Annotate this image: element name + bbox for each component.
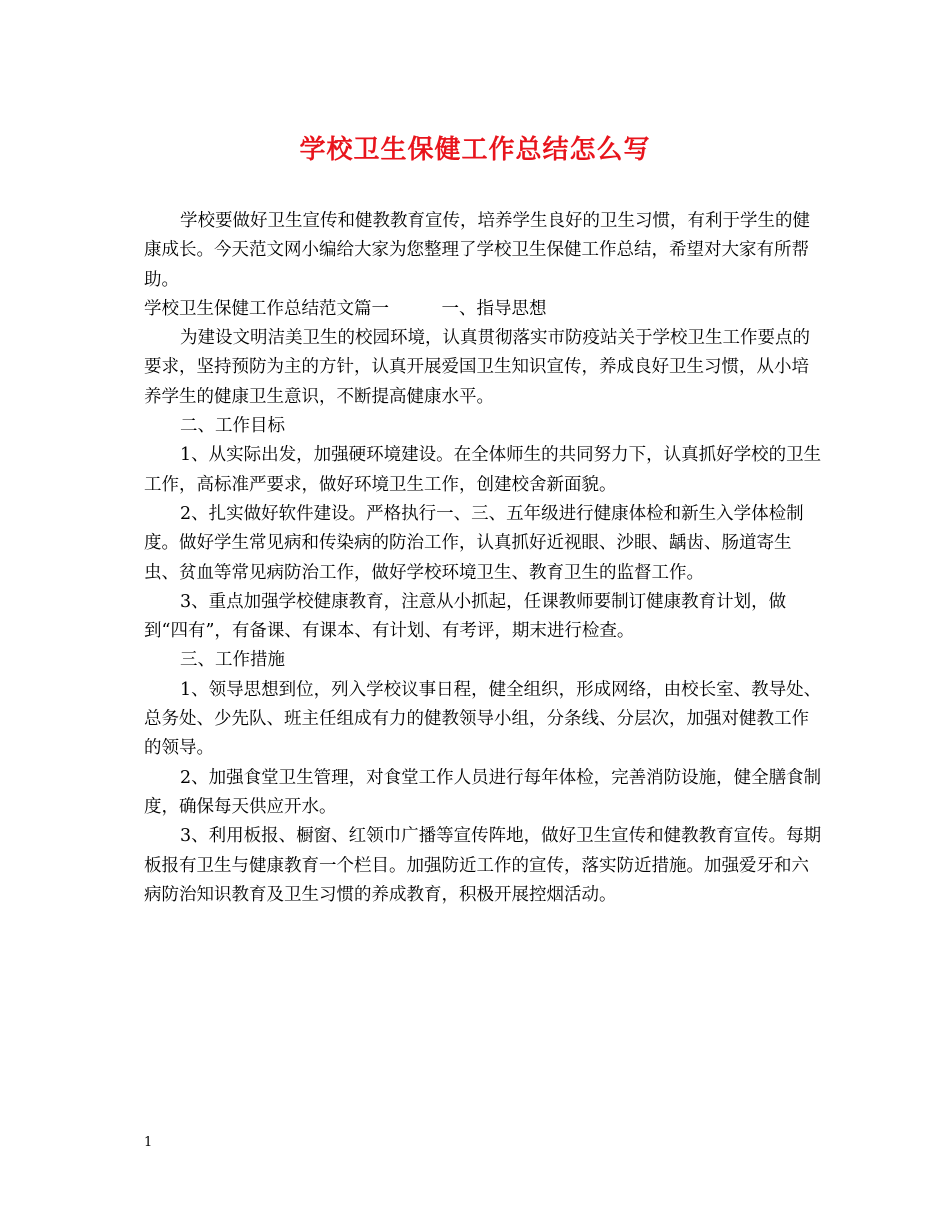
paragraph-section-heading: 学校卫生保健工作总结范文篇一 一、指导思想 (144, 298, 547, 319)
paragraph-measures-heading: 三、工作措施 (180, 650, 285, 671)
paragraph-goal-2: 2、扎实做好软件建设。严格执行一、三、五年级进行健康体检和新生入学体检制度。做好学生常见病和传染病的防治工作，认真抓好近视眼、沙眼、龋齿、肠道寄生虫、贫血等常见病防治工作，做好学校环境卫生、教育卫生的监督工作。 (144, 503, 804, 583)
paragraph-measure-3: 3、利用板报、橱窗、红领巾广播等宣传阵地，做好卫生宣传和健教教育宣传。每期板报有卫生与健康教育一个栏目。加强防近工作的宣传，落实防近措施。加强爱牙和六病防治知识教育及卫生习惯的养成教育，积极开展控烟活动。 (144, 826, 822, 905)
document-body (144, 207, 824, 910)
paragraph-goal-3: 3、重点加强学校健康教育，注意从小抓起，任课教师要制订健康教育计划，做到“四有”，有备课、有课本、有计划、有考评，期末进行检查。 (144, 591, 787, 642)
paragraph-work-goals-heading: 二、工作目标 (180, 416, 285, 437)
paragraph-measure-2: 2、加强食堂卫生管理，对食堂工作人员进行每年体检，完善消防设施，健全膳食制度，确保每天供应开水。 (144, 767, 822, 817)
page-number: 1 (144, 1135, 153, 1150)
paragraph-measure-1: 1、领导思想到位，列入学校议事日程，健全组织，形成网络，由校长室、教导处、总务处、少先队、班主任组成有力的健教领导小组，分条线、分层次，加强对健教工作的领导。 (144, 679, 822, 759)
paragraph-guiding-thought: 为建设文明洁美卫生的校园环境，认真贯彻落实市防疫站关于学校卫生工作要点的要求，坚持预防为主的方针，认真开展爱国卫生知识宣传，养成良好卫生习惯，从小培养学生的健康卫生意识，不断提高健康水平。 (144, 328, 810, 407)
paragraph-goal-1: 1、从实际出发，加强硬环境建设。在全体师生的共同努力下，认真抓好学校的卫生工作，高标准严要求，做好环境卫生工作，创建校舍新面貌。 (144, 445, 822, 495)
document-title: 学校卫生保健工作总结怎么写 (299, 135, 651, 165)
paragraph-intro: 学校要做好卫生宣传和健教教育宣传，培养学生良好的卫生习惯，有利于学生的健康成长。今天范文网小编给大家为您整理了学校卫生保健工作总结，希望对大家有所帮助。 (144, 211, 810, 290)
